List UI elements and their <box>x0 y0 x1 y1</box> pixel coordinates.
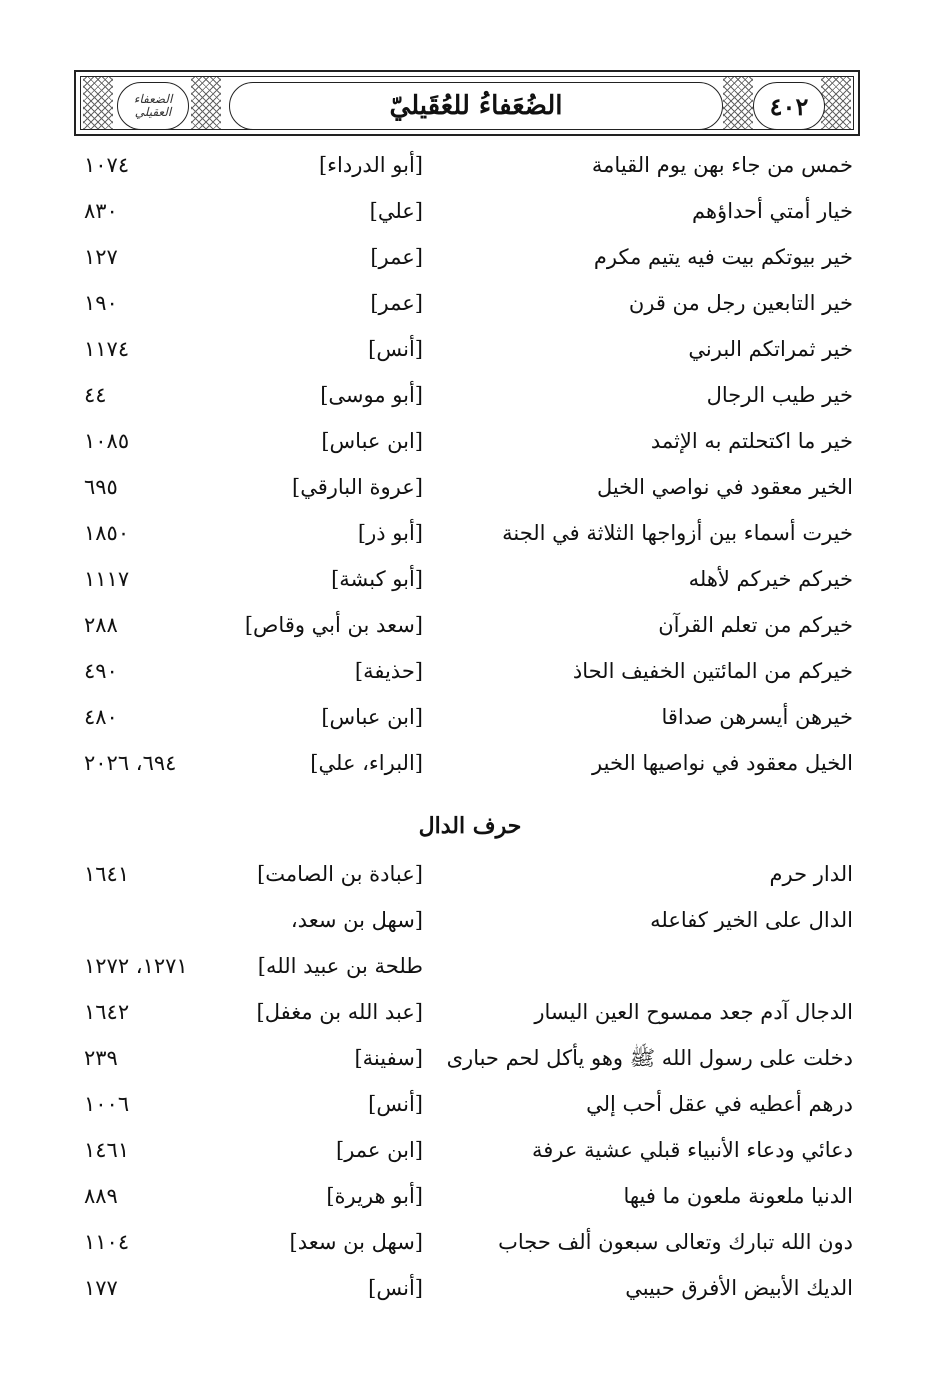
narrator: [ابن عمر] <box>336 1138 423 1162</box>
index-row <box>80 1084 855 1124</box>
index-row <box>80 854 855 894</box>
hadith-text: الخيل معقود في نواصيها الخير <box>592 751 853 775</box>
hadith-text: الدجال آدم جعد ممسوح العين اليسار <box>534 1000 853 1024</box>
hadith-number: ٢٨٨ <box>84 613 118 637</box>
narrator: [أنس] <box>368 337 423 361</box>
page-number: ٤٠٢ <box>769 91 809 121</box>
narrator: [سهل بن سعد] <box>289 1230 423 1254</box>
hadith-text: خير بيوتكم بيت فيه يتيم مكرم <box>593 245 853 269</box>
hadith-text: الدال على الخير كفاعله <box>650 908 853 932</box>
hadith-text: خيرهن أيسرهن صداقا <box>661 705 853 729</box>
index-row <box>80 697 855 737</box>
hadith-text: خيرت أسماء بين أزواجها الثلاثة في الجنة <box>502 521 853 545</box>
narrator: [سعد بن أبي وقاص] <box>244 613 423 637</box>
book-logo-text: الضعفاء العقيلي <box>133 92 173 119</box>
index-row <box>80 237 855 277</box>
book-title: الضُعَفاءُ للعُقَيليّ <box>389 91 563 121</box>
hadith-number: ٤٤ <box>84 383 107 407</box>
hadith-text: خيركم من تعلم القرآن <box>658 613 853 637</box>
index-row <box>80 1130 855 1170</box>
narrator: [أبو هريرة] <box>326 1184 423 1208</box>
index-row <box>80 900 855 940</box>
hadith-number: ١٨٥٠ <box>84 521 130 545</box>
narrator: [سهل بن سعد، <box>290 908 423 932</box>
hadith-number: ١١١٧ <box>84 567 130 591</box>
narrator: [أبو موسى] <box>320 383 423 407</box>
narrator: [حذيفة] <box>354 659 423 683</box>
hadith-number: ١٢٧١، ١٢٧٢ <box>84 954 188 978</box>
index-row <box>80 559 855 599</box>
hadith-number: ٤٨٠ <box>84 705 118 729</box>
index-row <box>80 191 855 231</box>
hadith-number: ١٧٧ <box>84 1276 118 1300</box>
index-row <box>80 1268 855 1308</box>
narrator: [عبد الله بن مغفل] <box>256 1000 423 1024</box>
index-row <box>80 651 855 691</box>
hadith-number: ١٠٠٦ <box>84 1092 130 1116</box>
index-row <box>80 283 855 323</box>
hadith-number: ١١٠٤ <box>84 1230 130 1254</box>
narrator: [أبو ذر] <box>357 521 423 545</box>
hadith-number: ١٤٦١ <box>84 1138 130 1162</box>
hadith-text: الدار حرم <box>769 862 853 886</box>
hadith-text: الخير معقود في نواصي الخيل <box>596 475 853 499</box>
hadith-text: دخلت على رسول الله ﷺ وهو يأكل لحم حبارى <box>446 1046 853 1070</box>
narrator: [ابن عباس] <box>321 705 423 729</box>
hadith-number: ٨٣٠ <box>84 199 118 223</box>
hadith-text: دعائي ودعاء الأنبياء قبلي عشية عرفة <box>531 1138 853 1162</box>
index-row <box>80 1222 855 1262</box>
index-row <box>80 329 855 369</box>
hadith-number: ١٦٤١ <box>84 862 130 886</box>
hadith-text: خير ما اكتحلتم به الإثمد <box>650 429 853 453</box>
section-heading: حرف الدال <box>418 813 522 839</box>
narrator: [سفينة] <box>354 1046 423 1070</box>
hadith-text: الديك الأبيض الأفرق حبيبي <box>625 1276 853 1300</box>
hadith-text: الدنيا ملعونة ملعون ما فيها <box>623 1184 853 1208</box>
hadith-number: ٦٩٤، ٢٠٢٦ <box>84 751 177 775</box>
hadith-text: دون الله تبارك وتعالى سبعون ألف حجاب <box>498 1230 853 1254</box>
hadith-number: ٦٩٥ <box>84 475 118 499</box>
hadith-text: خيار أمتي أحداؤهم <box>692 199 853 223</box>
narrator: [عروة البارقي] <box>292 475 423 499</box>
narrator: [أنس] <box>368 1276 423 1300</box>
index-row <box>80 743 855 783</box>
index-row <box>80 145 855 185</box>
index-row <box>80 467 855 507</box>
hadith-number: ٢٣٩ <box>84 1046 118 1070</box>
hadith-number: ١٠٨٥ <box>84 429 130 453</box>
hadith-text: خيركم من المائتين الخفيف الحاذ <box>572 659 853 683</box>
narrator: [ابن عباس] <box>321 429 423 453</box>
index-row <box>80 605 855 645</box>
hadith-number: ٤٩٠ <box>84 659 118 683</box>
hadith-number: ١٢٧ <box>84 245 118 269</box>
narrator: [البراء، علي] <box>310 751 423 775</box>
hadith-text: خير طيب الرجال <box>706 383 853 407</box>
narrator: [أبو الدرداء] <box>318 153 423 177</box>
hadith-number: ١١٧٤ <box>84 337 130 361</box>
hadith-text: خمس من جاء بهن يوم القيامة <box>591 153 853 177</box>
hadith-text: خير التابعين رجل من قرن <box>628 291 853 315</box>
index-row <box>80 992 855 1032</box>
narrator: [أنس] <box>368 1092 423 1116</box>
hadith-text: خير ثمراتكم البرني <box>688 337 853 361</box>
narrator: طلحة بن عبيد الله] <box>257 954 423 978</box>
index-row <box>80 1038 855 1078</box>
narrator: [عمر] <box>370 245 423 269</box>
narrator: [عمر] <box>370 291 423 315</box>
hadith-text: خيركم خيركم لأهله <box>688 567 853 591</box>
hadith-number: ١٩٠ <box>84 291 118 315</box>
index-row <box>80 421 855 461</box>
narrator: [أبو كبشة] <box>331 567 423 591</box>
hadith-text: درهم أعطيه في عقل أحب إلي <box>586 1092 853 1116</box>
hadith-number: ١٠٧٤ <box>84 153 130 177</box>
hadith-number: ١٦٤٢ <box>84 1000 130 1024</box>
index-row <box>80 1176 855 1216</box>
index-row <box>80 375 855 415</box>
narrator: [علي] <box>369 199 423 223</box>
narrator: [عبادة بن الصامت] <box>257 862 423 886</box>
index-row <box>80 513 855 553</box>
hadith-number: ٨٨٩ <box>84 1184 118 1208</box>
index-row <box>80 946 855 986</box>
